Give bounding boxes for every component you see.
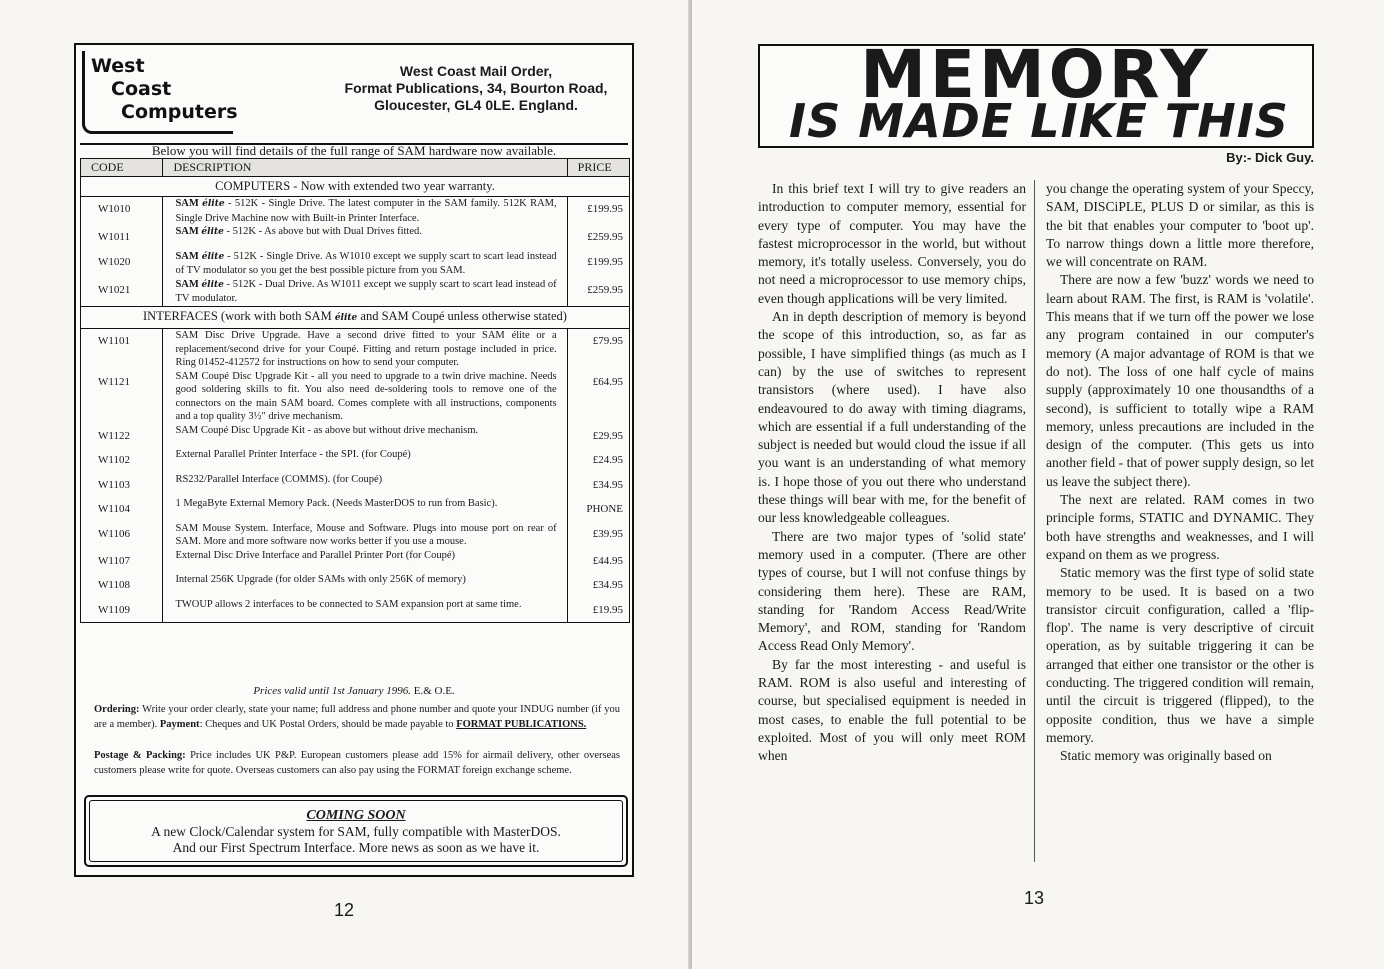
author-byline: By:- Dick Guy. bbox=[1226, 150, 1314, 165]
product-row bbox=[81, 573, 630, 598]
product-price: £259.95 bbox=[567, 225, 629, 250]
product-code: W1107 bbox=[81, 549, 163, 574]
elite-mark: élite bbox=[202, 199, 225, 209]
page-number: 13 bbox=[1024, 888, 1045, 908]
coming-soon-box bbox=[84, 795, 628, 867]
product-row bbox=[81, 250, 630, 278]
product-description: SAM Coupé Disc Upgrade Kit - as above but without drive mechanism. bbox=[163, 424, 567, 449]
address-line-2: Format Publications, 34, Bourton Road, bbox=[344, 80, 608, 96]
order-form-box bbox=[74, 43, 634, 877]
product-code: W1106 bbox=[81, 522, 163, 549]
product-description: SAM élite - 512K - Dual Drive. As W1011 except we supply scart to scart lead instead of TV modulator. bbox=[163, 278, 567, 307]
product-code: W1121 bbox=[81, 370, 163, 424]
product-row bbox=[81, 522, 630, 549]
article-column-2 bbox=[1046, 180, 1314, 766]
product-code: W1122 bbox=[81, 424, 163, 449]
elite-mark: élite bbox=[201, 227, 224, 237]
product-row bbox=[81, 549, 630, 574]
product-price: £34.95 bbox=[567, 473, 629, 498]
article-title-box bbox=[758, 36, 1314, 148]
product-code: W1104 bbox=[81, 497, 163, 522]
product-row bbox=[81, 370, 630, 424]
product-row bbox=[81, 424, 630, 449]
prices-valid-note: Prices valid until 1st January 1996. E.& O.E. bbox=[253, 685, 455, 697]
product-price: £199.95 bbox=[567, 197, 629, 226]
product-row bbox=[81, 473, 630, 498]
product-row bbox=[81, 278, 630, 307]
logo-line-1: West bbox=[91, 55, 145, 77]
product-price: £199.95 bbox=[567, 250, 629, 278]
product-code: W1011 bbox=[81, 225, 163, 250]
logo-line-2: Coast bbox=[111, 78, 172, 100]
description-header: DESCRIPTION bbox=[163, 159, 567, 177]
product-code: W1102 bbox=[81, 448, 163, 473]
article-paragraph: Static memory was originally based on bbox=[1060, 748, 1272, 764]
column-divider bbox=[1034, 180, 1035, 862]
product-description: SAM Mouse System. Interface, Mouse and Software. Plugs into mouse port on rear of SAM. More and more software now works better if you use a mouse. bbox=[163, 522, 567, 549]
product-code: W1109 bbox=[81, 598, 163, 623]
article-column-1 bbox=[758, 180, 1026, 766]
article-paragraph: There are now a few 'buzz' words we need to learn about RAM. The first, is RAM is 'volatile'. This means that if we turn off the power we lose any program contained in our computer's memory (A major advantage of ROM is that we do not). The loss of one half cycle of mains supply (approximately 10 one thousandths of a second), is sufficient to totally wipe a RAM memory, unless precautions are included in the design of the computer. (This gets us into another field - that of power supply design, so let us leave the subject there). bbox=[1046, 272, 1314, 489]
code-header: CODE bbox=[81, 159, 163, 177]
product-code: W1010 bbox=[81, 197, 163, 226]
product-code: W1101 bbox=[81, 329, 163, 370]
product-price: £19.95 bbox=[567, 598, 629, 623]
product-price: £29.95 bbox=[567, 424, 629, 449]
product-description: SAM élite - 512K - Single Drive. The latest computer in the SAM family. 512K RAM, Single Drive Machine now with Built-in Printer Interface. bbox=[163, 197, 567, 226]
product-description: SAM Disc Drive Upgrade. Have a second drive fitted to your SAM élite or a replacement/second drive for your Coupé. Fitting and return postage included in price. Ring 01452-412572 for instructions on how to send your computer. bbox=[163, 329, 567, 370]
postage-paragraph: Postage & Packing: Price includes UK P&P. European customers please add 15% for airmail delivery, other overseas customers please write for quote. Overseas customers can also pay using the FORMAT foreign exchange scheme. bbox=[94, 750, 620, 776]
ordering-paragraph: Ordering: Write your order clearly, state your name; full address and phone number and quote your INDUG number (if you are a member). Payment: Cheques and UK Postal Orders, should be made payable to FORMAT PUBLICATIONS. bbox=[94, 704, 620, 730]
product-code: W1103 bbox=[81, 473, 163, 498]
product-price: £64.95 bbox=[567, 370, 629, 424]
article-paragraph: Static memory was the first type of solid state memory to be used. It is based on a two transistor circuit configuration, called a 'flip-flop'. The name is very descriptive of circuit operation, as by suitable triggering it can be arranged that either one transistor or the other is conducting. The triggered condition will remain, until the circuit is triggered (flipped), to the opposite condition, thus we have a simple memory. bbox=[1046, 565, 1314, 745]
product-price: £24.95 bbox=[567, 448, 629, 473]
product-row bbox=[81, 497, 630, 522]
elite-mark: élite bbox=[201, 279, 224, 290]
product-price: PHONE bbox=[567, 497, 629, 522]
price-header: PRICE bbox=[567, 159, 629, 177]
elite-mark: élite bbox=[334, 312, 358, 323]
article-title-line-1: MEMORY bbox=[860, 36, 1212, 113]
payable-to: FORMAT PUBLICATIONS. bbox=[456, 718, 587, 730]
article-paragraph: There are two major types of 'solid state' memory used in a computer. (There are other types of course, but I will not confuse things by considering them here). These are RAM, standing for 'Random Access Read/Write Memory', and ROM, standing for 'Random Access Read Only Memory'. bbox=[758, 528, 1026, 654]
product-code: W1020 bbox=[81, 250, 163, 278]
coming-soon-title: COMING SOON bbox=[306, 808, 406, 823]
article-paragraph: An in depth description of memory is beyond the scope of this introduction, so, as far as possible, I have simplified things (as much as I can) by the use of switches to represent transistors (where used). I have also endeavoured to do away with timing diagrams, which are essential if a full understanding of the subject is needed but would cloud the issue if all you want is an understanding of what memory is. I hope those of you out there who understand these things will bear with me, for the benefit of our less knowledgeable colleagues. bbox=[758, 309, 1026, 526]
product-price: £39.95 bbox=[567, 522, 629, 549]
product-price: £44.95 bbox=[567, 549, 629, 574]
article-title-line-2: IS MADE LIKE THIS bbox=[789, 94, 1289, 148]
product-description: RS232/Parallel Interface (COMMS). (for Coupé) bbox=[163, 473, 567, 498]
product-description: External Disc Drive Interface and Parallel Printer Port (for Coupé) bbox=[163, 549, 567, 574]
product-description: SAM élite - 512K - As above but with Dual Drives fitted. bbox=[163, 225, 567, 250]
intro-text: Below you will find details of the full range of SAM hardware now available. bbox=[151, 143, 557, 158]
product-row bbox=[81, 329, 630, 370]
article-paragraph: By far the most interesting - and useful is RAM. ROM is also useful and interesting of course, but specialised equipment is needed in most cases, to enable the full potential to be exploited. Most of you will only meet ROM when bbox=[758, 656, 1026, 764]
interfaces-section-heading: INTERFACES (work with both SAM élite and SAM Coupé unless otherwise stated) bbox=[81, 306, 630, 329]
product-price: £34.95 bbox=[567, 573, 629, 598]
address-line-3: Gloucester, GL4 0LE. England. bbox=[374, 97, 578, 113]
product-code: W1021 bbox=[81, 278, 163, 307]
product-price: £79.95 bbox=[567, 329, 629, 370]
page-number: 12 bbox=[334, 900, 355, 920]
product-row bbox=[81, 225, 630, 250]
product-row bbox=[81, 598, 630, 623]
product-description: 1 MegaByte External Memory Pack. (Needs MasterDOS to run from Basic). bbox=[163, 497, 567, 522]
product-table bbox=[80, 158, 630, 623]
mail-order-address bbox=[326, 63, 626, 114]
product-description: TWOUP allows 2 interfaces to be connected to SAM expansion port at same time. bbox=[163, 598, 567, 623]
product-description: External Parallel Printer Interface - the SPI. (for Coupé) bbox=[163, 448, 567, 473]
elite-mark: élite bbox=[201, 251, 225, 262]
article-paragraph: In this brief text I will try to give readers an introduction to computer memory, essential for every type of computer. You may have the fastest microprocessor in the world, but without memory, it's totally useless. Conversely, you do not need a microprocessor to use memory chips, even though applications will be very limited. bbox=[758, 181, 1026, 306]
coming-soon-line-2: And our First Spectrum Interface. More news as soon as we have it. bbox=[172, 840, 540, 855]
product-code: W1108 bbox=[81, 573, 163, 598]
article-paragraph: you change the operating system of your Speccy, SAM, DISCiPLE, PLUS D or similar, as this is the bit that enables your computer to 'boot up'. To narrow things down a little more therefore, we will concentrate on RAM. bbox=[1046, 181, 1314, 270]
product-description: SAM élite - 512K - Single Drive. As W1010 except we supply scart to scart lead instead of TV modulator so you get the best possible picture from you SAM. bbox=[163, 250, 567, 278]
right-page bbox=[692, 0, 1384, 969]
coming-soon-line-1: A new Clock/Calendar system for SAM, fully compatible with MasterDOS. bbox=[151, 824, 561, 839]
computers-section-heading: COMPUTERS - Now with extended two year warranty. bbox=[81, 176, 630, 197]
product-price: £259.95 bbox=[567, 278, 629, 307]
west-coast-logo bbox=[82, 51, 238, 134]
product-row bbox=[81, 197, 630, 226]
address-line-1: West Coast Mail Order, bbox=[399, 63, 553, 79]
logo-line-3: Computers bbox=[121, 101, 238, 123]
article-paragraph: The next are related. RAM comes in two principle forms, STATIC and DYNAMIC. They both have strengths and weaknesses, and I will expand on them as we progress. bbox=[1046, 492, 1314, 562]
product-row bbox=[81, 448, 630, 473]
product-description: SAM Coupé Disc Upgrade Kit - all you need to upgrade to a twin drive machine. Needs good soldering skills to fit. You also need de-soldering tools to remove one of the connectors on the main SAM board. Comes complete with all instructions, components and a top quality 3½" drive mechanism. bbox=[163, 370, 567, 424]
product-description: Internal 256K Upgrade (for older SAMs with only 256K of memory) bbox=[163, 573, 567, 598]
left-page bbox=[0, 0, 690, 969]
